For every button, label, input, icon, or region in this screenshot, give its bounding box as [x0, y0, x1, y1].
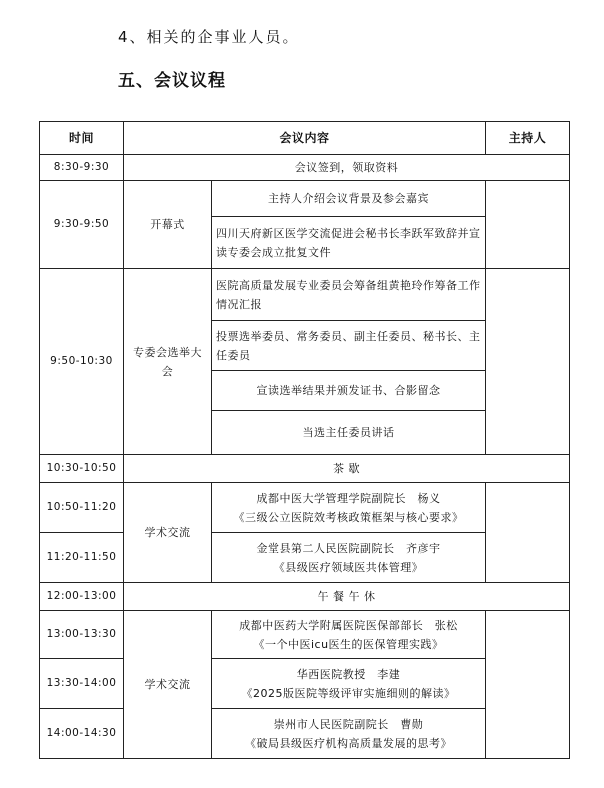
header-row [40, 122, 570, 155]
content-cell [212, 533, 486, 583]
time-cell: 13:00-13:30 [40, 611, 124, 659]
table-row [40, 455, 570, 483]
content-cell: 午 餐 午 休 [124, 583, 570, 611]
header-time: 时间 [40, 122, 124, 155]
time-cell: 10:30-10:50 [40, 455, 124, 483]
speaker: 金堂县第二人民医院副院长 齐彦宇 [256, 541, 441, 555]
time-cell: 10:50-11:20 [40, 483, 124, 533]
content-cell [212, 611, 486, 659]
session-cell: 专委会选举大会 [124, 269, 212, 455]
speaker: 成都中医大学管理学院副院长 杨义 [256, 491, 441, 505]
time-cell: 8:30-9:30 [40, 155, 124, 181]
content-cell: 医院高质量发展专业委员会筹备组黄艳玲作筹备工作情况汇报 [212, 269, 486, 321]
host-cell [486, 181, 570, 269]
session-cell: 学术交流 [124, 611, 212, 759]
content-cell [212, 483, 486, 533]
speaker: 崇州市人民医院副院长 曹勋 [273, 717, 424, 731]
host-cell [486, 269, 570, 455]
header-host: 主持人 [486, 122, 570, 155]
topic: 《三级公立医院效考核政策框架与核心要求》 [233, 510, 464, 524]
content-cell: 茶 歇 [124, 455, 570, 483]
time-cell: 12:00-13:00 [40, 583, 124, 611]
host-cell [486, 483, 570, 583]
topic: 《破局县级医疗机构高质量发展的思考》 [245, 736, 452, 750]
topic: 《一个中医icu医生的医保管理实践》 [253, 637, 444, 651]
content-cell [212, 709, 486, 759]
content-cell: 当选主任委员讲话 [212, 411, 486, 455]
header-content: 会议内容 [124, 122, 486, 155]
agenda-table [39, 121, 570, 759]
table-row [40, 181, 570, 217]
speaker: 华西医院教授 李建 [296, 667, 401, 681]
time-cell: 9:30-9:50 [40, 181, 124, 269]
time-cell: 13:30-14:00 [40, 659, 124, 709]
intro-line: 4、相关的企事业人员。 [118, 28, 300, 46]
table-row [40, 611, 570, 659]
table-row [40, 483, 570, 533]
content-cell: 四川天府新区医学交流促进会秘书长李跃军致辞并宣读专委会成立批复文件 [212, 217, 486, 269]
section-title: 五、会议议程 [118, 71, 226, 91]
table-row [40, 155, 570, 181]
content-cell: 会议签到，领取资料 [124, 155, 570, 181]
host-cell [486, 611, 570, 759]
table-row [40, 269, 570, 321]
time-cell: 11:20-11:50 [40, 533, 124, 583]
topic: 《2025版医院等级评审实施细则的解读》 [241, 686, 456, 700]
time-cell: 9:50-10:30 [40, 269, 124, 455]
topic: 《县级医疗领域医共体管理》 [273, 560, 424, 574]
content-cell [212, 659, 486, 709]
content-cell: 投票选举委员、常务委员、副主任委员、秘书长、主任委员 [212, 321, 486, 371]
time-cell: 14:00-14:30 [40, 709, 124, 759]
session-cell: 开幕式 [124, 181, 212, 269]
speaker: 成都中医药大学附属医院医保部部长 张松 [239, 618, 458, 632]
session-cell: 学术交流 [124, 483, 212, 583]
table-row [40, 583, 570, 611]
content-cell: 宣读选举结果并颁发证书、合影留念 [212, 371, 486, 411]
content-cell: 主持人介绍会议背景及参会嘉宾 [212, 181, 486, 217]
